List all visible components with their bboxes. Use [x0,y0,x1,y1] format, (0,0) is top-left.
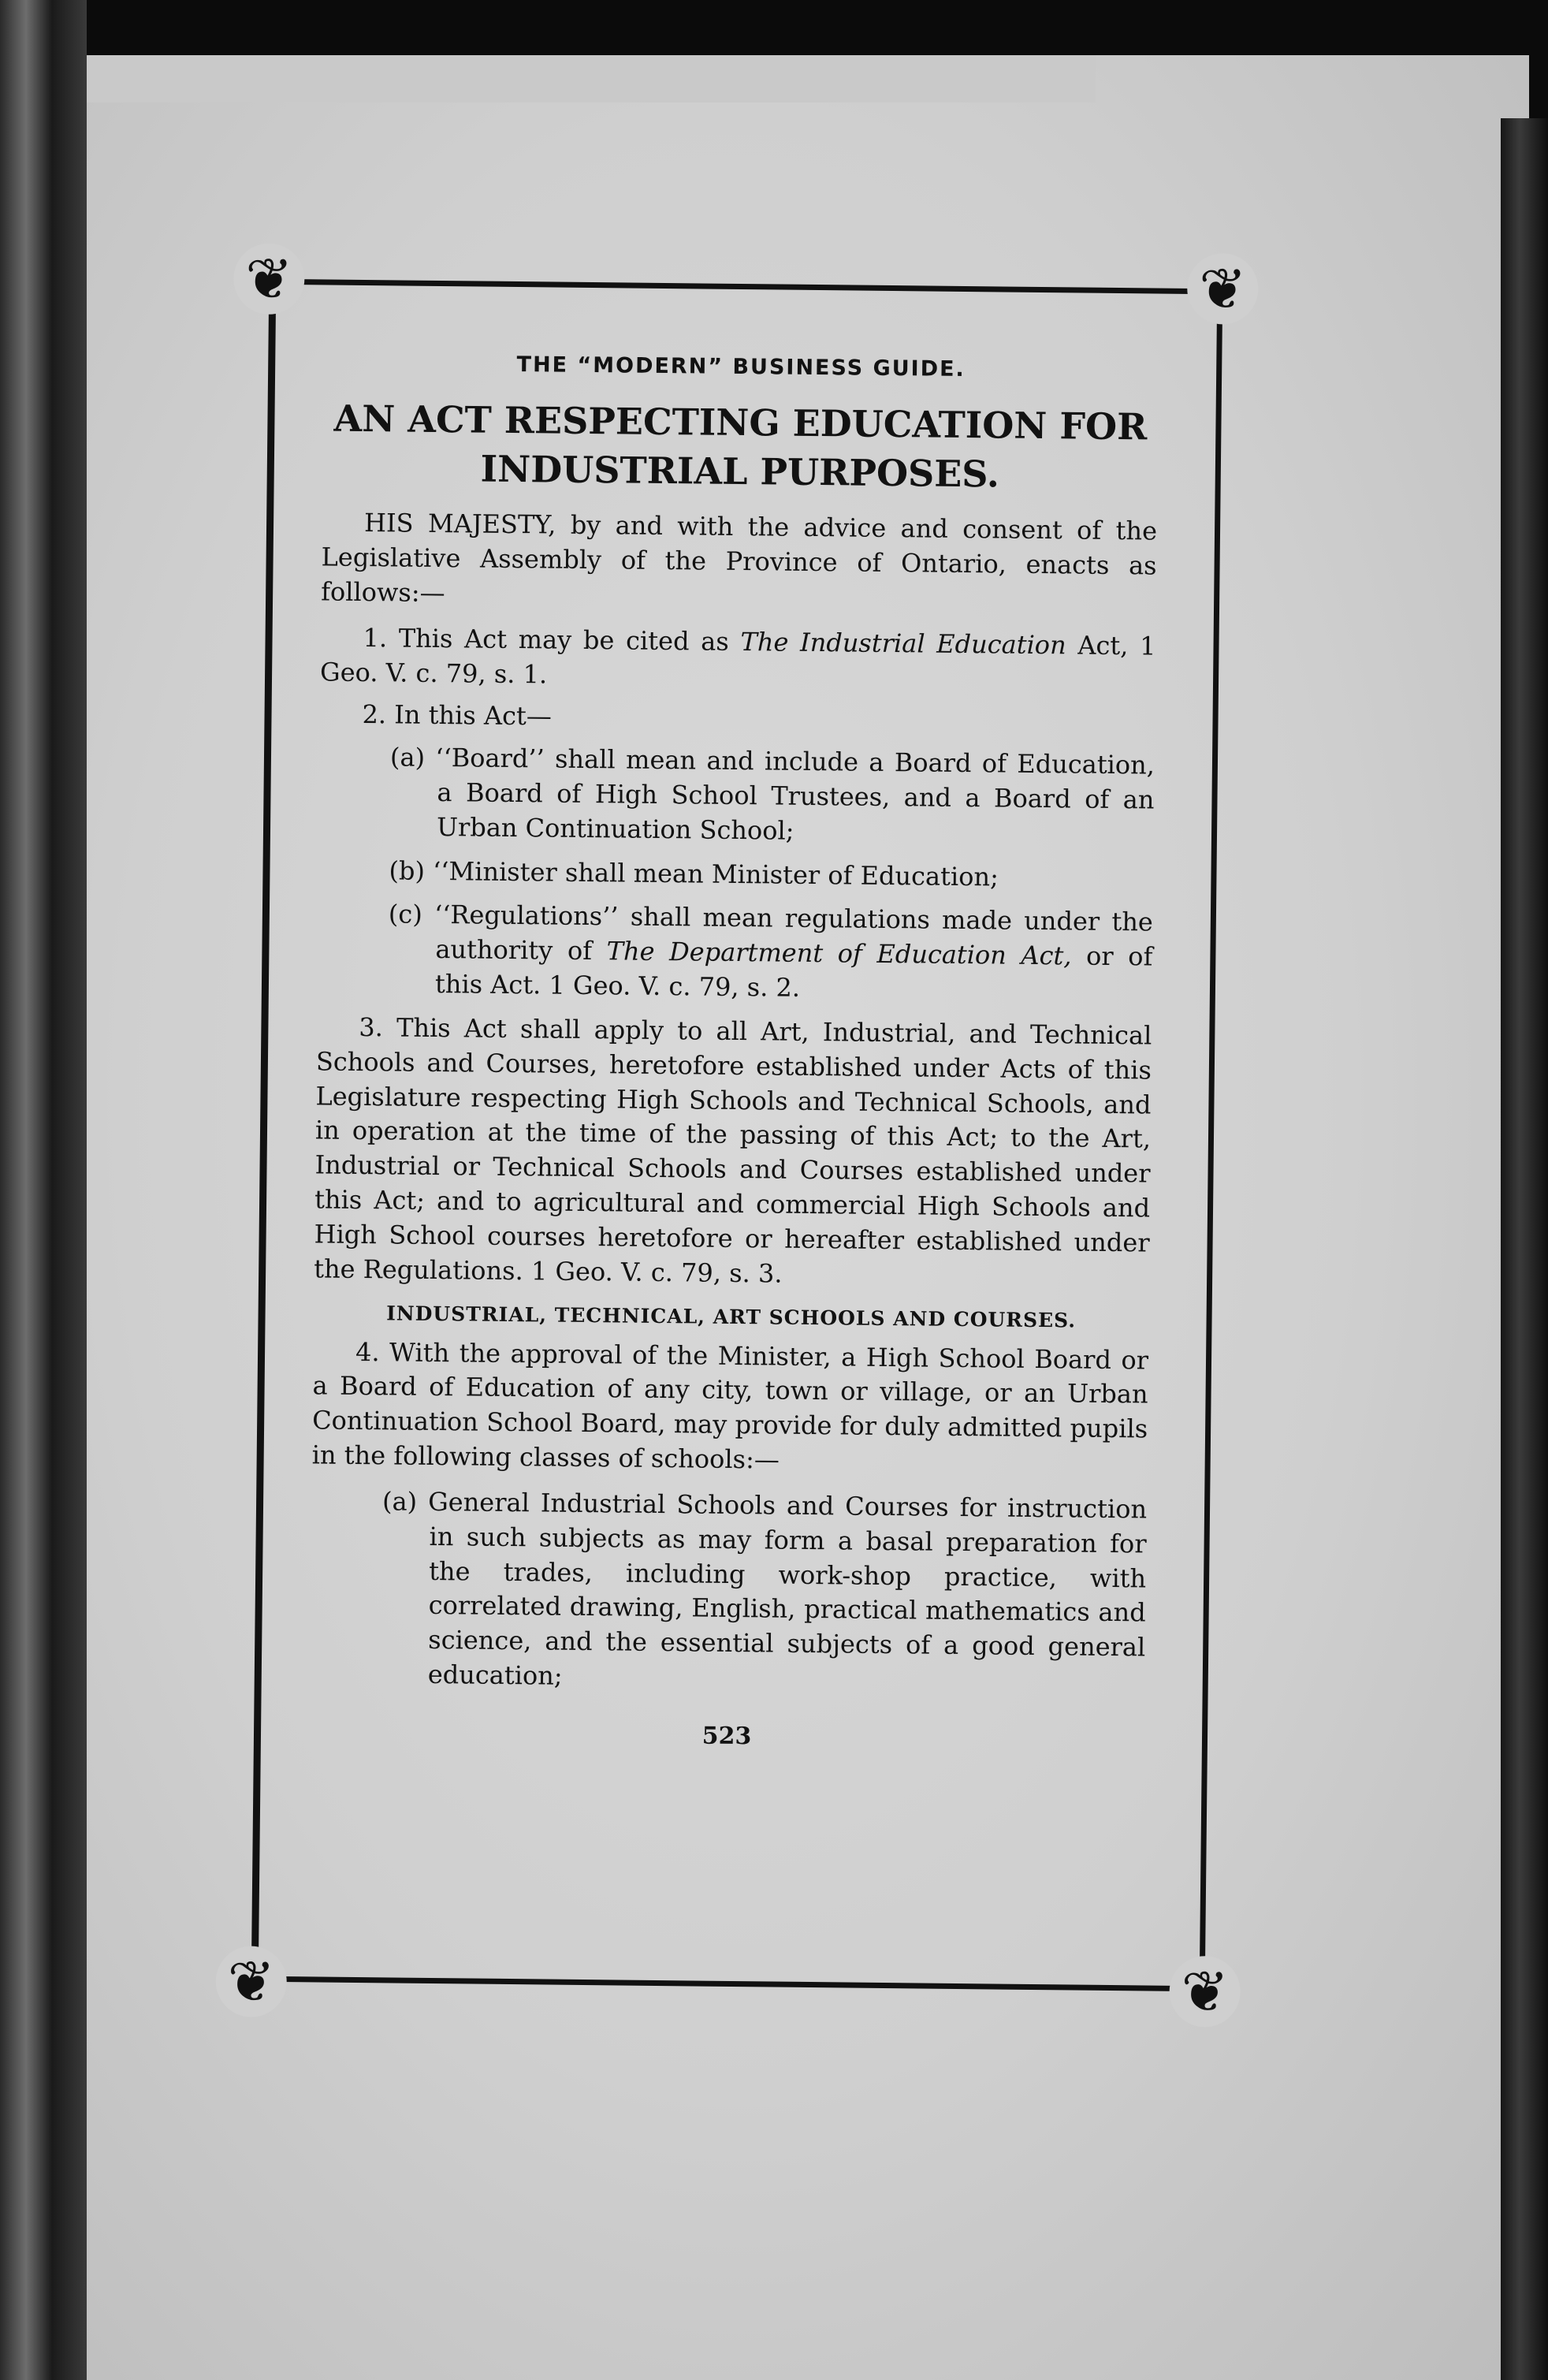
page-content [309,350,1159,1754]
page-top-strip [87,55,1096,102]
preamble: HIS MAJESTY, by and with the advice and consent of the Legislative Assembly of the Province of Ontario, enacts as follows:— [320,508,1158,608]
section-2-clause-b: (b) ‘‘Minister shall mean Minister of Education; [389,855,999,892]
section-1 [320,620,1156,698]
section-1-lead: 1. This Act may be cited as [363,622,741,657]
ornament-top-left-icon: ❦ [233,243,305,315]
section-2-clause-c [317,897,1153,1010]
section-1-tail: Act, 1 Geo. V. c. 79, s. 1. [319,630,1156,689]
page-number: 523 [701,1722,752,1751]
book-left-edge [0,0,87,2380]
act-title: AN ACT RESPECTING EDUCATION FOR INDUSTRIAL PURPOSES. [333,397,1148,496]
section-1-act-title: The Industrial Education [740,626,1066,661]
section-4-clause-a: (a) General Industrial Schools and Courses for instruction in such subjects as may form a basal preparation for the trades, including work-shop practice, with correlated drawing, English, practical mathematics and science, and the essential subjects of a good general education; [381,1486,1148,1691]
section-heading: INDUSTRIAL, TECHNICAL, ART SCHOOLS AND COURSES. [386,1301,1077,1332]
clause-c-act-title: The Department of Education Act, [606,936,1072,971]
clause-c-tail: or of this Act. 1 Geo. V. c. 79, s. 2. [434,940,1153,1003]
ornament-bottom-left-icon: ❦ [215,1946,287,2017]
clause-c-lead: (c) ‘‘Regulations’’ shall mean regulations made under the authority of [388,899,1154,967]
ornament-bottom-right-icon: ❦ [1169,1956,1241,2028]
running-head: THE “MODERN” BUSINESS GUIDE. [516,352,966,382]
section-2-clause-a: (a) ‘‘Board’’ shall mean and include a Board of Education, a Board of High School Trustees, and a Board of an Urban Continuation School; [389,742,1155,846]
section-3: 3. This Act shall apply to all Art, Industrial, and Technical Schools and Courses, heretofore established under Acts of this Legislature respecting High Schools and Technical Schools, and in operation at the time of the passing of this Act; to the Art, Industrial or Technical Schools and Courses established under this Act; and to agricultural and commercial High Schools and High School courses heretofore or hereafter established under the Regulations. 1 Geo. V. c. 79, s. 3. [314,1011,1152,1289]
section-4: 4. With the approval of the Minister, a High School Board or a Board of Education of any city, town or village, or an Urban Continuation School Board, may provide for duly admitted pupils in the following classes of schools:— [311,1336,1149,1475]
book-right-edge [1501,118,1548,2380]
decorative-frame [227,245,1247,2025]
section-2-lead: 2. In this Act— [362,699,553,732]
ornament-top-right-icon: ❦ [1187,253,1259,325]
